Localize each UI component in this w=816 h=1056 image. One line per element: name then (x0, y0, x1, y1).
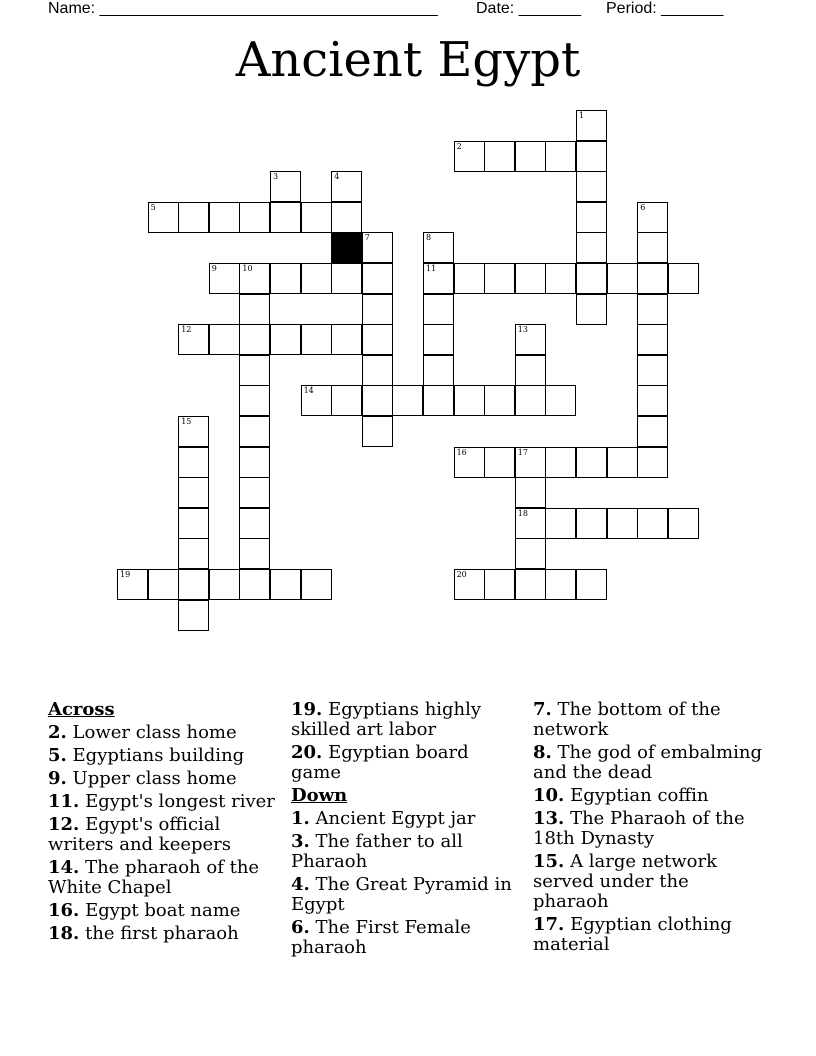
grid-cell[interactable] (301, 263, 332, 294)
clue-list (48, 700, 768, 1000)
clue-text: Egyptians building (72, 745, 245, 766)
grid-cell[interactable] (178, 569, 209, 600)
down-clue (533, 786, 768, 806)
grid-cell[interactable] (637, 294, 668, 325)
grid-cell[interactable] (545, 263, 576, 294)
clue-number-label: 5 (150, 202, 156, 212)
clue-number: 7. (533, 699, 552, 720)
down-clue (291, 832, 523, 872)
grid-cell[interactable] (331, 202, 362, 233)
clue-text: Egyptian clothing material (533, 914, 732, 955)
clue-number-label: 19 (120, 570, 131, 579)
grid-cell[interactable] (576, 447, 607, 478)
clue-number: 19. (291, 699, 323, 720)
clue-number: 18. (48, 923, 80, 944)
grid-cell[interactable] (239, 263, 270, 294)
grid-cell[interactable] (454, 385, 485, 416)
clue-text: The pharaoh of the White Chapel (48, 857, 260, 898)
clue-number: 12. (48, 814, 80, 835)
clue-number-label: 10 (242, 264, 253, 273)
down-clue (291, 875, 523, 915)
across-clue (48, 746, 280, 766)
clue-number: 14. (48, 857, 80, 878)
clue-number-label: 9 (211, 264, 217, 273)
grid-cell[interactable] (576, 569, 607, 600)
grid-cell[interactable] (239, 416, 270, 447)
grid-cell[interactable] (362, 232, 393, 263)
grid-cell[interactable] (637, 263, 668, 294)
grid-cell[interactable] (239, 202, 270, 233)
clue-number-label: 16 (456, 447, 467, 457)
down-clue (533, 809, 768, 849)
clue-number-label: 8 (426, 233, 432, 243)
grid-cell[interactable] (301, 324, 332, 355)
grid-cell[interactable] (209, 324, 240, 355)
clue-number-label: 3 (273, 172, 279, 182)
grid-cell[interactable] (270, 202, 301, 233)
black-square (331, 232, 362, 263)
grid-cell[interactable] (239, 324, 270, 355)
clue-text: The Pharaoh of the 18th Dynasty (533, 808, 745, 849)
clue-text: Egypt's official writers and keepers (48, 814, 232, 855)
clue-number: 16. (48, 900, 80, 921)
grid-cell[interactable] (637, 355, 668, 386)
clue-number: 1. (291, 808, 310, 829)
down-clue (533, 852, 768, 912)
grid-cell[interactable] (423, 232, 454, 263)
clue-number-label: 6 (640, 202, 646, 212)
down-clue (533, 915, 768, 955)
clue-number: 4. (291, 874, 310, 895)
clue-number: 13. (533, 808, 565, 829)
clue-text: Egyptian coffin (570, 785, 709, 806)
clue-text: Upper class home (72, 768, 237, 789)
clue-number-label: 7 (364, 233, 370, 243)
clue-text: Egyptian board game (291, 742, 469, 783)
across-heading: Across (48, 699, 115, 720)
across-clue (48, 815, 280, 855)
grid-cell[interactable] (454, 447, 485, 478)
clue-text: the first pharaoh (85, 923, 239, 944)
grid-cell[interactable] (484, 447, 515, 478)
grid-cell[interactable] (637, 202, 668, 233)
down-clue (291, 809, 523, 829)
clue-number: 3. (291, 831, 310, 852)
across-clue (48, 858, 280, 898)
grid-cell[interactable] (178, 508, 209, 539)
grid-cell[interactable] (362, 324, 393, 355)
grid-cell[interactable] (209, 569, 240, 600)
clue-text: The bottom of the network (533, 699, 721, 740)
across-clue (291, 700, 523, 740)
grid-cell[interactable] (484, 385, 515, 416)
grid-cell[interactable] (239, 508, 270, 539)
grid-cell[interactable] (239, 447, 270, 478)
clue-column-3 (533, 700, 768, 958)
clue-text: A large network served under the pharaoh (533, 851, 718, 912)
grid-cell[interactable] (239, 385, 270, 416)
clue-number: 6. (291, 917, 310, 938)
grid-cell[interactable] (239, 294, 270, 325)
clue-number-label: 13 (517, 325, 528, 335)
across-clue (48, 924, 280, 944)
grid-cell[interactable] (362, 416, 393, 447)
down-clue (291, 918, 523, 958)
grid-cell[interactable] (117, 569, 148, 600)
grid-cell[interactable] (239, 538, 270, 569)
grid-cell[interactable] (576, 508, 607, 539)
grid-cell[interactable] (576, 294, 607, 325)
grid-cell[interactable] (515, 447, 546, 478)
grid-cell[interactable] (637, 416, 668, 447)
grid-cell[interactable] (607, 263, 638, 294)
grid-cell[interactable] (148, 569, 179, 600)
grid-cell[interactable] (178, 324, 209, 355)
grid-cell[interactable] (637, 447, 668, 478)
grid-cell[interactable] (178, 416, 209, 447)
grid-cell[interactable] (484, 141, 515, 172)
clue-number: 2. (48, 722, 67, 743)
grid-cell[interactable] (178, 447, 209, 478)
across-clue (291, 743, 523, 783)
clue-number: 17. (533, 914, 565, 935)
grid-cell[interactable] (637, 232, 668, 263)
grid-cell[interactable] (545, 141, 576, 172)
grid-cell[interactable] (362, 355, 393, 386)
grid-cell[interactable] (178, 477, 209, 508)
clue-number-label: 12 (181, 325, 192, 335)
grid-cell[interactable] (668, 508, 699, 539)
clue-number: 15. (533, 851, 565, 872)
grid-cell[interactable] (515, 385, 546, 416)
clue-number-label: 11 (426, 264, 437, 273)
grid-cell[interactable] (301, 202, 332, 233)
clue-number: 10. (533, 785, 565, 806)
down-heading: Down (291, 785, 348, 806)
grid-cell[interactable] (270, 324, 301, 355)
grid-cell[interactable] (178, 202, 209, 233)
grid-cell[interactable] (423, 324, 454, 355)
grid-cell[interactable] (362, 263, 393, 294)
clue-number-label: 1 (579, 111, 585, 120)
period-field[interactable]: Period: _______ (606, 0, 724, 17)
grid-cell[interactable] (607, 447, 638, 478)
grid-cell[interactable] (576, 171, 607, 202)
grid-cell[interactable] (515, 355, 546, 386)
grid-cell[interactable] (607, 508, 638, 539)
clue-number-label: 17 (517, 447, 528, 457)
clue-column-1 (48, 700, 280, 947)
grid-cell[interactable] (178, 538, 209, 569)
clue-text: The First Female pharaoh (291, 917, 471, 958)
clue-number: 5. (48, 745, 67, 766)
grid-cell[interactable] (331, 171, 362, 202)
page-title: Ancient Egypt (235, 32, 581, 88)
clue-number-label: 14 (303, 386, 314, 396)
clue-number: 11. (48, 791, 80, 812)
grid-cell[interactable] (423, 385, 454, 416)
grid-cell[interactable] (515, 508, 546, 539)
grid-cell[interactable] (668, 263, 699, 294)
grid-cell[interactable] (515, 324, 546, 355)
clue-number: 20. (291, 742, 323, 763)
across-clue (48, 792, 280, 812)
clue-text: Ancient Egypt jar (315, 808, 476, 829)
clue-number: 8. (533, 742, 552, 763)
grid-cell[interactable] (423, 355, 454, 386)
grid-cell[interactable] (637, 385, 668, 416)
grid-cell[interactable] (576, 263, 607, 294)
clue-number-label: 18 (517, 508, 528, 518)
across-clue (48, 723, 280, 743)
down-clue (533, 743, 768, 783)
grid-cell[interactable] (301, 569, 332, 600)
grid-cell[interactable] (576, 110, 607, 141)
date-field[interactable]: Date: _______ (476, 0, 581, 17)
grid-cell[interactable] (515, 538, 546, 569)
clue-text: The god of embalming and the dead (533, 742, 762, 783)
grid-cell[interactable] (239, 477, 270, 508)
grid-cell[interactable] (331, 263, 362, 294)
grid-cell[interactable] (454, 569, 485, 600)
grid-cell[interactable] (331, 385, 362, 416)
grid-cell[interactable] (545, 447, 576, 478)
grid-cell[interactable] (270, 263, 301, 294)
down-clue (533, 700, 768, 740)
clue-number-label: 15 (181, 417, 192, 426)
clue-text: The father to all Pharaoh (291, 831, 463, 872)
grid-cell[interactable] (301, 385, 332, 416)
grid-cell[interactable] (270, 171, 301, 202)
clue-column-2 (291, 700, 523, 961)
clue-text: Egyptians highly skilled art labor (291, 699, 482, 740)
grid-cell[interactable] (515, 477, 546, 508)
across-clue (48, 769, 280, 789)
clue-text: Egypt's longest river (85, 791, 275, 812)
grid-cell[interactable] (515, 569, 546, 600)
grid-cell[interactable] (148, 202, 179, 233)
grid-cell[interactable] (545, 385, 576, 416)
grid-cell[interactable] (576, 202, 607, 233)
grid-cell[interactable] (423, 263, 454, 294)
grid-cell[interactable] (637, 324, 668, 355)
grid-cell[interactable] (576, 141, 607, 172)
clue-number-label: 4 (334, 172, 340, 182)
clue-number-label: 2 (456, 141, 462, 151)
grid-cell[interactable] (178, 600, 209, 631)
grid-cell[interactable] (545, 508, 576, 539)
grid-cell[interactable] (515, 141, 546, 172)
name-field[interactable]: Name: ______________________________________ (48, 0, 438, 17)
grid-cell[interactable] (239, 569, 270, 600)
clue-text: The Great Pyramid in Egypt (291, 874, 512, 915)
grid-cell[interactable] (454, 141, 485, 172)
grid-cell[interactable] (484, 263, 515, 294)
grid-cell[interactable] (209, 263, 240, 294)
grid-cell[interactable] (362, 294, 393, 325)
grid-cell[interactable] (545, 569, 576, 600)
clue-number-label: 20 (456, 570, 467, 579)
grid-cell[interactable] (239, 355, 270, 386)
grid-cell[interactable] (637, 508, 668, 539)
grid-cell[interactable] (484, 569, 515, 600)
across-clue (48, 901, 280, 921)
clue-number: 9. (48, 768, 67, 789)
grid-cell[interactable] (454, 263, 485, 294)
grid-cell[interactable] (423, 294, 454, 325)
grid-cell[interactable] (392, 385, 423, 416)
grid-cell[interactable] (515, 263, 546, 294)
grid-cell[interactable] (576, 232, 607, 263)
grid-cell[interactable] (331, 324, 362, 355)
grid-cell[interactable] (270, 569, 301, 600)
clue-text: Egypt boat name (85, 900, 241, 921)
grid-cell[interactable] (209, 202, 240, 233)
clue-text: Lower class home (72, 722, 237, 743)
grid-cell[interactable] (362, 385, 393, 416)
